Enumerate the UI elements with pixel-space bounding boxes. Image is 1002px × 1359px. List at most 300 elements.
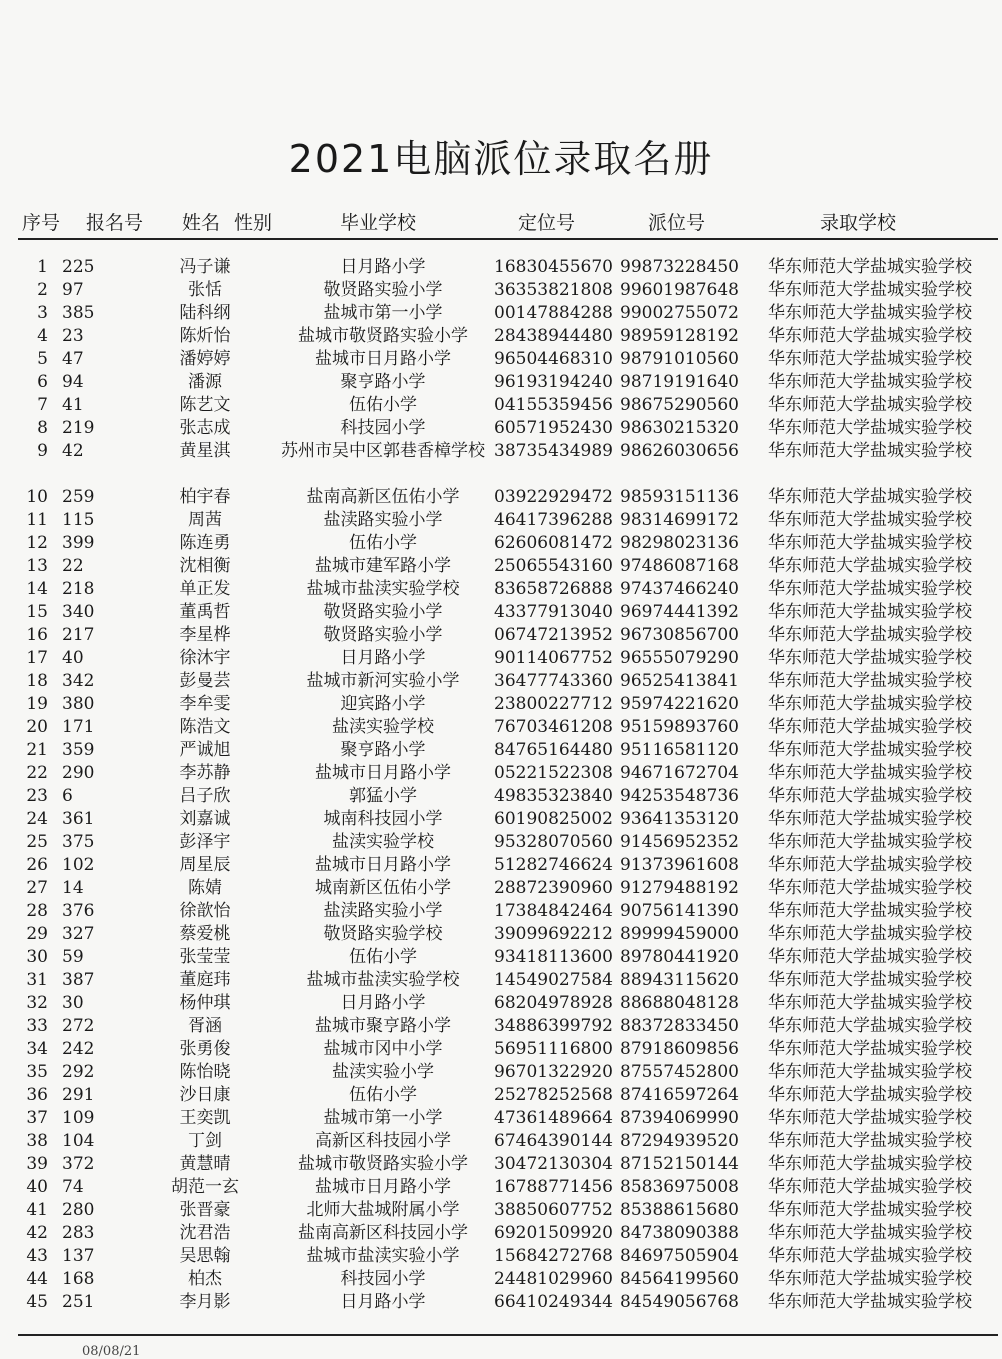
table-row (0, 325, 1002, 348)
cell-paiwei: 96974441392 (620, 602, 739, 622)
cell-position: 28872390960 (494, 878, 613, 898)
cell-admission: 华东师范大学盐城实验学校 (768, 556, 972, 576)
table-row (0, 969, 1002, 992)
cell-seq: 10 (26, 487, 48, 507)
table-row (0, 1107, 1002, 1130)
table-row (0, 1222, 1002, 1245)
table-row (0, 1245, 1002, 1268)
cell-school: 盐渎实验小学 (332, 1062, 434, 1082)
cell-seq: 24 (26, 809, 48, 829)
cell-school: 城南科技园小学 (323, 809, 443, 829)
cell-reg: 376 (62, 901, 95, 921)
cell-paiwei: 98298023136 (620, 533, 739, 553)
cell-school: 盐城市敬贤路实验小学 (298, 326, 468, 346)
cell-position: 06747213952 (494, 625, 613, 645)
cell-seq: 41 (26, 1200, 48, 1220)
cell-admission: 华东师范大学盐城实验学校 (768, 947, 972, 967)
cell-paiwei: 91279488192 (620, 878, 739, 898)
cell-paiwei: 84697505904 (620, 1246, 739, 1266)
table-row (0, 716, 1002, 739)
cell-seq: 23 (26, 786, 48, 806)
cell-seq: 1 (37, 257, 48, 277)
table-row (0, 302, 1002, 325)
cell-paiwei: 88943115620 (620, 970, 739, 990)
cell-paiwei: 98626030656 (620, 441, 739, 461)
cell-seq: 22 (26, 763, 48, 783)
cell-school: 伍佑小学 (349, 533, 417, 553)
cell-position: 38850607752 (494, 1200, 613, 1220)
table-row (0, 1084, 1002, 1107)
cell-paiwei: 87416597264 (620, 1085, 739, 1105)
cell-paiwei: 94253548736 (620, 786, 739, 806)
cell-position: 16830455670 (494, 257, 613, 277)
table-row (0, 647, 1002, 670)
cell-name: 黄星淇 (179, 441, 231, 461)
cell-school: 敬贤路实验小学 (323, 280, 443, 300)
cell-school: 聚亨路小学 (340, 372, 426, 392)
table-row (0, 532, 1002, 555)
cell-paiwei: 87918609856 (620, 1039, 739, 1059)
cell-admission: 华东师范大学盐城实验学校 (768, 970, 972, 990)
cell-admission: 华东师范大学盐城实验学校 (768, 303, 972, 323)
cell-position: 60571952430 (494, 418, 613, 438)
cell-school: 盐渎实验学校 (332, 717, 434, 737)
cell-school: 郭猛小学 (349, 786, 417, 806)
cell-position: 00147884288 (494, 303, 613, 323)
cell-position: 38735434989 (494, 441, 613, 461)
table-row (0, 440, 1002, 486)
cell-seq: 39 (26, 1154, 48, 1174)
cell-school: 盐城市日月路小学 (315, 349, 451, 369)
cell-admission: 华东师范大学盐城实验学校 (768, 786, 972, 806)
table-row (0, 1038, 1002, 1061)
cell-name: 周茜 (188, 510, 222, 530)
cell-reg: 217 (62, 625, 95, 645)
table-row (0, 1061, 1002, 1084)
cell-reg: 340 (62, 602, 95, 622)
cell-seq: 34 (26, 1039, 48, 1059)
header-reg: 报名号 (86, 212, 144, 234)
cell-name: 董禹哲 (179, 602, 231, 622)
header-admission: 录取学校 (820, 212, 897, 234)
cell-name: 张志成 (179, 418, 231, 438)
cell-name: 李月影 (179, 1292, 231, 1312)
cell-paiwei: 97437466240 (620, 579, 739, 599)
cell-reg: 387 (62, 970, 95, 990)
cell-name: 单正发 (179, 579, 231, 599)
cell-admission: 华东师范大学盐城实验学校 (768, 1016, 972, 1036)
table-row (0, 762, 1002, 785)
cell-admission: 华东师范大学盐城实验学校 (768, 1223, 972, 1243)
cell-admission: 华东师范大学盐城实验学校 (768, 510, 972, 530)
cell-name: 董庭玮 (179, 970, 231, 990)
cell-position: 90114067752 (494, 648, 613, 668)
cell-name: 彭曼芸 (179, 671, 231, 691)
cell-position: 04155359456 (494, 395, 613, 415)
cell-position: 76703461208 (494, 717, 613, 737)
cell-reg: 97 (62, 280, 84, 300)
cell-name: 蔡爱桃 (179, 924, 231, 944)
cell-seq: 17 (26, 648, 48, 668)
cell-reg: 102 (62, 855, 95, 875)
cell-seq: 37 (26, 1108, 48, 1128)
cell-position: 60190825002 (494, 809, 613, 829)
table-row (0, 831, 1002, 854)
cell-paiwei: 99601987648 (620, 280, 739, 300)
cell-reg: 251 (62, 1292, 95, 1312)
cell-reg: 399 (62, 533, 95, 553)
cell-reg: 109 (62, 1108, 95, 1128)
footer-date: 08/08/21 (82, 1344, 141, 1359)
cell-seq: 32 (26, 993, 48, 1013)
cell-seq: 45 (26, 1292, 48, 1312)
cell-school: 盐城市日月路小学 (315, 1177, 451, 1197)
cell-paiwei: 84549056768 (620, 1292, 739, 1312)
table-row (0, 624, 1002, 647)
cell-school: 日月路小学 (340, 257, 426, 277)
cell-paiwei: 98675290560 (620, 395, 739, 415)
table-header (0, 206, 1002, 238)
cell-admission: 华东师范大学盐城实验学校 (768, 694, 972, 714)
cell-seq: 20 (26, 717, 48, 737)
table-row (0, 992, 1002, 1015)
table-row (0, 877, 1002, 900)
header-school: 毕业学校 (340, 212, 417, 234)
cell-paiwei: 87394069990 (620, 1108, 739, 1128)
cell-reg: 115 (62, 510, 95, 530)
cell-reg: 137 (62, 1246, 95, 1266)
cell-reg: 259 (62, 487, 95, 507)
cell-seq: 13 (26, 556, 48, 576)
cell-name: 冯子谦 (179, 257, 231, 277)
table-row (0, 923, 1002, 946)
cell-seq: 16 (26, 625, 48, 645)
cell-school: 日月路小学 (340, 648, 426, 668)
cell-seq: 38 (26, 1131, 48, 1151)
cell-seq: 7 (37, 395, 48, 415)
cell-admission: 华东师范大学盐城实验学校 (768, 1246, 972, 1266)
table-row (0, 509, 1002, 532)
cell-reg: 168 (62, 1269, 95, 1289)
cell-admission: 华东师范大学盐城实验学校 (768, 878, 972, 898)
table-row (0, 279, 1002, 302)
cell-reg: 292 (62, 1062, 95, 1082)
cell-position: 62606081472 (494, 533, 613, 553)
cell-seq: 15 (26, 602, 48, 622)
cell-name: 张晋豪 (179, 1200, 231, 1220)
cell-paiwei: 98959128192 (620, 326, 739, 346)
cell-position: 67464390144 (494, 1131, 613, 1151)
cell-school: 盐城市第一小学 (323, 1108, 443, 1128)
cell-position: 51282746624 (494, 855, 613, 875)
cell-seq: 12 (26, 533, 48, 553)
cell-admission: 华东师范大学盐城实验学校 (768, 901, 972, 921)
cell-reg: 14 (62, 878, 84, 898)
cell-admission: 华东师范大学盐城实验学校 (768, 832, 972, 852)
cell-admission: 华东师范大学盐城实验学校 (768, 418, 972, 438)
cell-position: 25278252568 (494, 1085, 613, 1105)
cell-name: 张恬 (188, 280, 222, 300)
cell-admission: 华东师范大学盐城实验学校 (768, 1085, 972, 1105)
cell-position: 30472130304 (494, 1154, 613, 1174)
cell-school: 盐南高新区科技园小学 (298, 1223, 468, 1243)
cell-paiwei: 88688048128 (620, 993, 739, 1013)
cell-name: 刘嘉诚 (179, 809, 231, 829)
cell-name: 杨仲琪 (179, 993, 231, 1013)
cell-name: 吕子欣 (179, 786, 231, 806)
cell-school: 盐渎路实验小学 (323, 901, 443, 921)
cell-position: 69201509920 (494, 1223, 613, 1243)
cell-reg: 6 (62, 786, 73, 806)
cell-reg: 218 (62, 579, 95, 599)
cell-name: 陆科纲 (179, 303, 231, 323)
cell-paiwei: 84738090388 (620, 1223, 739, 1243)
cell-reg: 291 (62, 1085, 95, 1105)
cell-admission: 华东师范大学盐城实验学校 (768, 1131, 972, 1151)
cell-seq: 33 (26, 1016, 48, 1036)
cell-seq: 30 (26, 947, 48, 967)
cell-paiwei: 98791010560 (620, 349, 739, 369)
cell-reg: 372 (62, 1154, 95, 1174)
cell-admission: 华东师范大学盐城实验学校 (768, 395, 972, 415)
table-row (0, 693, 1002, 716)
cell-school: 苏州市吴中区郭巷香樟学校 (281, 441, 485, 461)
cell-school: 盐城市盐渎实验学校 (306, 579, 460, 599)
header-gender: 性别 (234, 212, 273, 234)
cell-school: 日月路小学 (340, 993, 426, 1013)
cell-school: 盐城市盐渎实验学校 (306, 970, 460, 990)
cell-paiwei: 84564199560 (620, 1269, 739, 1289)
cell-name: 柏杰 (188, 1269, 222, 1289)
cell-paiwei: 85836975008 (620, 1177, 739, 1197)
cell-reg: 290 (62, 763, 95, 783)
cell-admission: 华东师范大学盐城实验学校 (768, 855, 972, 875)
cell-position: 28438944480 (494, 326, 613, 346)
table-row (0, 486, 1002, 509)
cell-name: 陈连勇 (179, 533, 231, 553)
cell-school: 盐南高新区伍佑小学 (306, 487, 460, 507)
cell-paiwei: 98630215320 (620, 418, 739, 438)
cell-name: 张勇俊 (179, 1039, 231, 1059)
cell-seq: 6 (37, 372, 48, 392)
cell-name: 吴思翰 (179, 1246, 231, 1266)
table-row (0, 670, 1002, 693)
cell-school: 敬贤路实验小学 (323, 602, 443, 622)
cell-school: 盐渎实验学校 (332, 832, 434, 852)
cell-position: 36477743360 (494, 671, 613, 691)
table-body (0, 256, 1002, 1314)
cell-paiwei: 87294939520 (620, 1131, 739, 1151)
cell-admission: 华东师范大学盐城实验学校 (768, 280, 972, 300)
cell-admission: 华东师范大学盐城实验学校 (768, 1108, 972, 1128)
cell-paiwei: 87152150144 (620, 1154, 739, 1174)
cell-admission: 华东师范大学盐城实验学校 (768, 326, 972, 346)
cell-seq: 9 (37, 441, 48, 461)
cell-seq: 21 (26, 740, 48, 760)
cell-paiwei: 99002755072 (620, 303, 739, 323)
cell-paiwei: 97486087168 (620, 556, 739, 576)
cell-admission: 华东师范大学盐城实验学校 (768, 579, 972, 599)
cell-name: 李星桦 (179, 625, 231, 645)
cell-reg: 359 (62, 740, 95, 760)
cell-reg: 385 (62, 303, 95, 323)
cell-reg: 94 (62, 372, 84, 392)
cell-name: 胡范一玄 (171, 1177, 239, 1197)
cell-paiwei: 87557452800 (620, 1062, 739, 1082)
cell-name: 陈浩文 (179, 717, 231, 737)
cell-admission: 华东师范大学盐城实验学校 (768, 648, 972, 668)
cell-reg: 225 (62, 257, 95, 277)
cell-reg: 22 (62, 556, 84, 576)
cell-seq: 29 (26, 924, 48, 944)
cell-admission: 华东师范大学盐城实验学校 (768, 487, 972, 507)
header-paiwei: 派位号 (648, 212, 706, 234)
cell-paiwei: 96525413841 (620, 671, 739, 691)
cell-position: 03922929472 (494, 487, 613, 507)
cell-name: 黄慧晴 (179, 1154, 231, 1174)
cell-position: 83658726888 (494, 579, 613, 599)
cell-school: 盐城市敬贤路实验小学 (298, 1154, 468, 1174)
cell-admission: 华东师范大学盐城实验学校 (768, 349, 972, 369)
cell-seq: 44 (26, 1269, 48, 1289)
cell-position: 23800227712 (494, 694, 613, 714)
cell-name: 沈相衡 (179, 556, 231, 576)
cell-school: 迎宾路小学 (340, 694, 426, 714)
cell-position: 16788771456 (494, 1177, 613, 1197)
cell-position: 25065543160 (494, 556, 613, 576)
cell-name: 李牟雯 (179, 694, 231, 714)
cell-name: 徐沐宇 (179, 648, 231, 668)
table-row (0, 601, 1002, 624)
cell-name: 彭泽宇 (179, 832, 231, 852)
cell-position: 39099692212 (494, 924, 613, 944)
cell-admission: 华东师范大学盐城实验学校 (768, 740, 972, 760)
cell-name: 陈怡晓 (179, 1062, 231, 1082)
cell-school: 日月路小学 (340, 1292, 426, 1312)
cell-reg: 342 (62, 671, 95, 691)
cell-seq: 31 (26, 970, 48, 990)
cell-paiwei: 89780441920 (620, 947, 739, 967)
cell-reg: 59 (62, 947, 84, 967)
table-row (0, 1015, 1002, 1038)
cell-position: 24481029960 (494, 1269, 613, 1289)
cell-paiwei: 88372833450 (620, 1016, 739, 1036)
cell-position: 15684272768 (494, 1246, 613, 1266)
cell-school: 伍佑小学 (349, 947, 417, 967)
cell-position: 43377913040 (494, 602, 613, 622)
cell-paiwei: 91373961608 (620, 855, 739, 875)
table-row (0, 417, 1002, 440)
cell-position: 84765164480 (494, 740, 613, 760)
cell-reg: 171 (62, 717, 95, 737)
cell-name: 丁剑 (188, 1131, 222, 1151)
cell-paiwei: 96730856700 (620, 625, 739, 645)
cell-admission: 华东师范大学盐城实验学校 (768, 1269, 972, 1289)
cell-reg: 280 (62, 1200, 95, 1220)
cell-school: 聚亨路小学 (340, 740, 426, 760)
cell-admission: 华东师范大学盐城实验学校 (768, 372, 972, 392)
cell-seq: 36 (26, 1085, 48, 1105)
table-row (0, 808, 1002, 831)
cell-reg: 104 (62, 1131, 95, 1151)
cell-seq: 35 (26, 1062, 48, 1082)
table-row (0, 739, 1002, 762)
cell-position: 68204978928 (494, 993, 613, 1013)
cell-reg: 327 (62, 924, 95, 944)
cell-paiwei: 96555079290 (620, 648, 739, 668)
table-row (0, 555, 1002, 578)
cell-paiwei: 95974221620 (620, 694, 739, 714)
table-row (0, 785, 1002, 808)
cell-reg: 42 (62, 441, 84, 461)
cell-position: 47361489664 (494, 1108, 613, 1128)
cell-school: 北师大盐城附属小学 (306, 1200, 460, 1220)
cell-name: 李苏静 (179, 763, 231, 783)
cell-name: 陈婧 (188, 878, 222, 898)
cell-seq: 25 (26, 832, 48, 852)
header-position: 定位号 (518, 212, 576, 234)
table-row (0, 1291, 1002, 1314)
cell-position: 96701322920 (494, 1062, 613, 1082)
cell-reg: 380 (62, 694, 95, 714)
cell-seq: 26 (26, 855, 48, 875)
cell-name: 王奕凯 (179, 1108, 231, 1128)
cell-seq: 43 (26, 1246, 48, 1266)
cell-paiwei: 89999459000 (620, 924, 739, 944)
cell-position: 17384842464 (494, 901, 613, 921)
table-row (0, 1130, 1002, 1153)
cell-admission: 华东师范大学盐城实验学校 (768, 671, 972, 691)
cell-admission: 华东师范大学盐城实验学校 (768, 993, 972, 1013)
cell-school: 盐城市第一小学 (323, 303, 443, 323)
cell-position: 05221522308 (494, 763, 613, 783)
cell-school: 盐城市冈中小学 (323, 1039, 443, 1059)
cell-paiwei: 95159893760 (620, 717, 739, 737)
cell-admission: 华东师范大学盐城实验学校 (768, 1154, 972, 1174)
cell-school: 盐城市聚亨路小学 (315, 1016, 451, 1036)
cell-admission: 华东师范大学盐城实验学校 (768, 1177, 972, 1197)
cell-school: 盐城市盐渎实验小学 (306, 1246, 460, 1266)
cell-name: 柏宇春 (179, 487, 231, 507)
cell-school: 盐城市新河实验小学 (306, 671, 460, 691)
cell-paiwei: 94671672704 (620, 763, 739, 783)
cell-admission: 华东师范大学盐城实验学校 (768, 924, 972, 944)
cell-school: 科技园小学 (340, 418, 426, 438)
footer-rule (18, 1334, 998, 1336)
cell-reg: 23 (62, 326, 84, 346)
cell-admission: 华东师范大学盐城实验学校 (768, 1039, 972, 1059)
table-row (0, 394, 1002, 417)
cell-name: 徐歆怡 (179, 901, 231, 921)
cell-admission: 华东师范大学盐城实验学校 (768, 602, 972, 622)
cell-name: 沈君浩 (179, 1223, 231, 1243)
cell-seq: 40 (26, 1177, 48, 1197)
cell-seq: 19 (26, 694, 48, 714)
table-row (0, 348, 1002, 371)
cell-reg: 74 (62, 1177, 84, 1197)
cell-reg: 41 (62, 395, 84, 415)
cell-seq: 14 (26, 579, 48, 599)
cell-school: 伍佑小学 (349, 395, 417, 415)
header-rule (18, 238, 998, 240)
cell-school: 敬贤路实验小学 (323, 625, 443, 645)
cell-admission: 华东师范大学盐城实验学校 (768, 1200, 972, 1220)
cell-reg: 40 (62, 648, 84, 668)
cell-name: 潘婷婷 (179, 349, 231, 369)
cell-paiwei: 99873228450 (620, 257, 739, 277)
cell-paiwei: 95116581120 (620, 740, 739, 760)
table-row (0, 1153, 1002, 1176)
